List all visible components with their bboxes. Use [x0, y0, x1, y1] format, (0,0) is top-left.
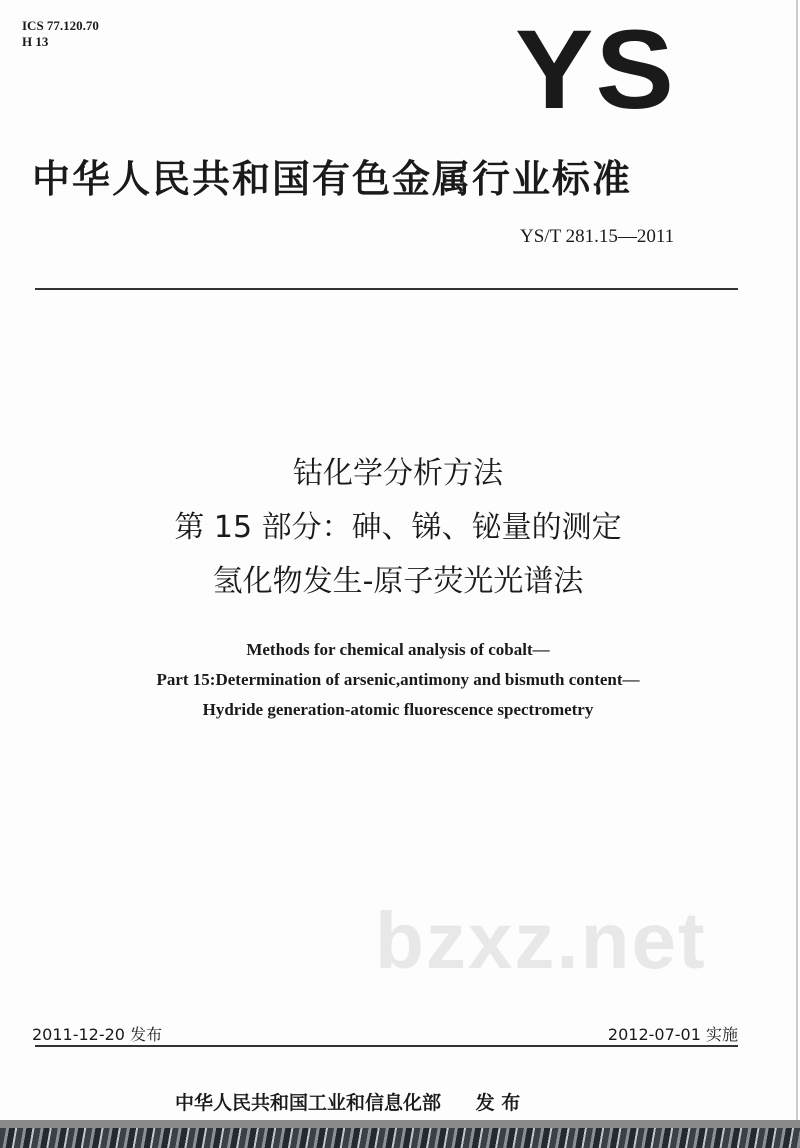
- ics-code: ICS 77.120.70: [22, 18, 99, 33]
- title-cn-line-2: 第 15 部分：砷、锑、铋量的测定: [174, 510, 622, 545]
- title-cn-line-1: 钴化学分析方法: [293, 456, 503, 491]
- watermark: bzxz.net: [375, 896, 707, 985]
- classification-codes: [22, 18, 99, 50]
- title-en-line-3: Hydride generation-atomic fluorescence spectrometry: [202, 700, 594, 719]
- implement-date: 2012-07-01 实施: [607, 1025, 738, 1044]
- publisher-suffix: 发 布: [475, 1092, 521, 1114]
- title-cn-line-3: 氢化物发生-原子荧光光谱法: [212, 564, 584, 599]
- ys-logo: YS: [515, 7, 677, 132]
- title-en-line-1: Methods for chemical analysis of cobalt—: [246, 640, 550, 659]
- publisher: [175, 1088, 520, 1115]
- organization-title: 中华人民共和国有色金属行业标准: [32, 157, 633, 201]
- standard-code: YS/T 281.15—2011: [520, 226, 675, 247]
- issue-date: 2011-12-20 发布: [32, 1025, 163, 1044]
- ccs-code: H 13: [22, 34, 49, 49]
- publisher-name: 中华人民共和国工业和信息化部: [175, 1092, 442, 1114]
- header-divider: [35, 288, 738, 290]
- background-image: [0, 1128, 800, 1148]
- footer-divider: [35, 1045, 738, 1047]
- title-en-line-2: Part 15:Determination of arsenic,antimony and bismuth content—: [156, 670, 640, 689]
- page-scrollbar[interactable]: [0, 1120, 800, 1128]
